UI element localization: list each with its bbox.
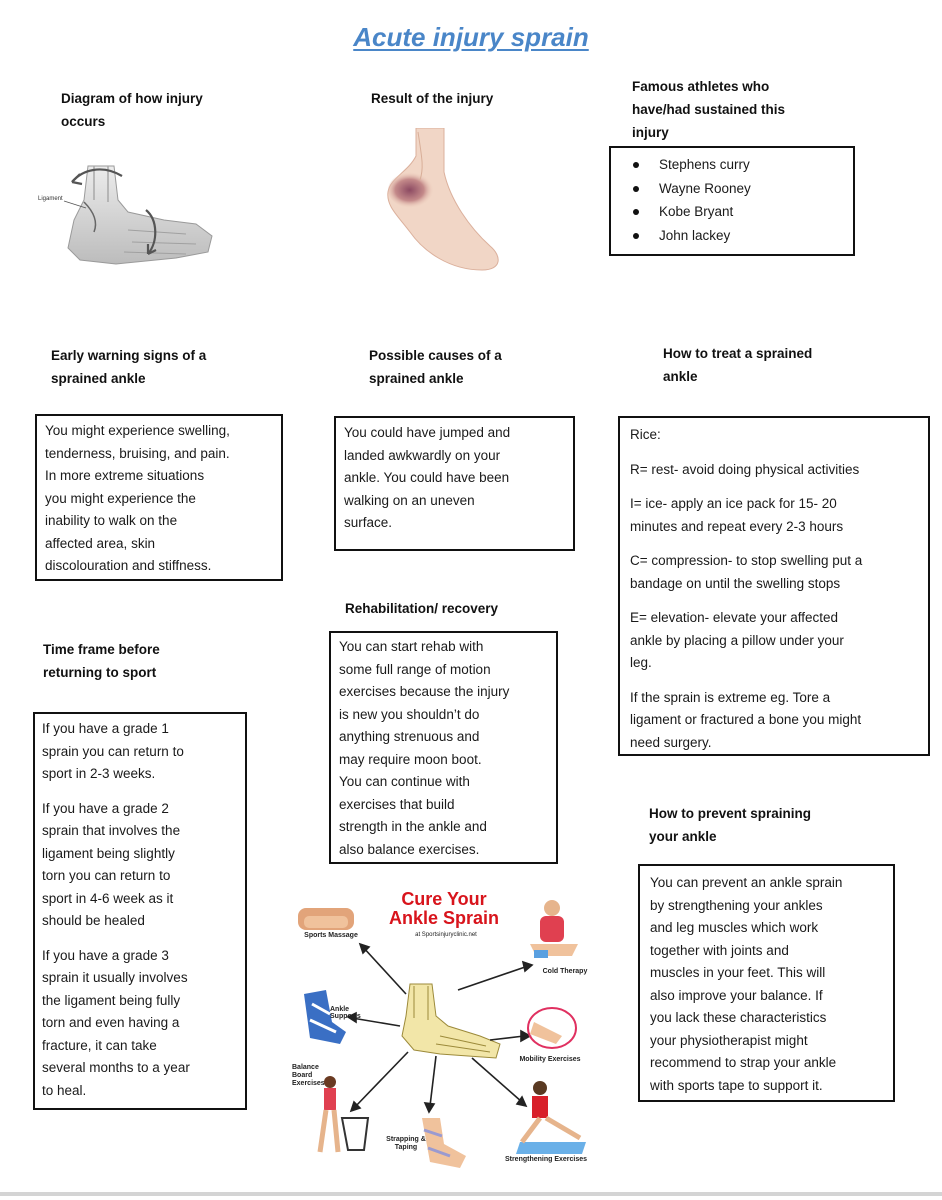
rehab-line: some full range of motion <box>339 661 491 677</box>
prevention-heading <box>649 802 869 848</box>
causes-line: landed awkwardly on your <box>344 447 501 463</box>
athletes-heading-line: injury <box>632 125 669 140</box>
treatment-paragraph: C= compression- to stop swelling put a bandage on until the swelling stops <box>630 553 863 591</box>
prevention-line: and leg muscles which work <box>650 920 819 935</box>
rehab-line: You can continue with <box>339 774 470 789</box>
prevention-heading-line: How to prevent spraining <box>649 806 812 821</box>
timeframe-heading <box>43 638 263 684</box>
infographic-source: at Sportsinjuryclinic.net <box>415 932 477 938</box>
rehab-heading: Rehabilitation/ recovery <box>345 601 499 616</box>
causes-line: You could have jumped and <box>344 425 511 440</box>
timeframe-box <box>33 712 247 1110</box>
rehab-line: exercises because the injury <box>339 684 510 699</box>
page-bottom-edge <box>0 1192 942 1196</box>
strengthening-exercises-label: Strengthening Exercises <box>504 1156 588 1163</box>
cold-therapy-icon <box>530 900 578 958</box>
athlete-item: Wayne Rooney <box>659 177 845 201</box>
rehab-line: anything strenuous and <box>339 729 480 744</box>
infographic-title-line: Cure Your <box>401 889 487 909</box>
page-title: Acute injury sprain <box>353 22 589 52</box>
treatment-heading-line: How to treat a sprained <box>663 346 813 361</box>
warning-line: affected area, skin <box>45 535 156 551</box>
rehab-line: exercises that build <box>339 796 455 812</box>
causes-line: walking on an uneven <box>344 492 475 508</box>
rehab-line: is new you shouldn’t do <box>339 706 480 722</box>
athletes-list-box <box>609 146 855 256</box>
prevention-line: together with joints and <box>650 942 789 958</box>
causes-box <box>334 416 575 551</box>
diagram-heading-line: occurs <box>61 114 106 129</box>
timeframe-paragraph: If you have a grade 3 sprain it usually involves the ligament being fully torn and even having a fracture, it can take several months to a year to heal. <box>42 947 190 1098</box>
mobility-exercises-label: Mobility Exercises <box>519 1056 581 1063</box>
rehab-line: may require moon boot. <box>339 751 482 767</box>
result-heading: Result of the injury <box>371 91 494 106</box>
treatment-heading-line: ankle <box>663 369 698 384</box>
balance-board-icon <box>320 1076 368 1152</box>
warning-heading-line: Early warning signs of a <box>51 348 207 363</box>
rehab-box <box>329 631 558 864</box>
balance-board-label: Balance Board Exercises <box>292 1064 325 1087</box>
athletes-heading <box>632 75 852 144</box>
diagram-heading <box>61 87 281 133</box>
treatment-paragraph: I= ice- apply an ice pack for 15- 20 minutes and repeat every 2-3 hours <box>630 496 844 534</box>
warning-signs-box <box>35 414 283 581</box>
warning-heading-line: sprained ankle <box>51 371 146 386</box>
prevention-line: your physiotherapist might <box>650 1032 808 1048</box>
prevention-heading-line: your ankle <box>649 829 717 844</box>
infographic-drawing <box>290 886 600 1174</box>
infographic-title-line: Ankle Sprain <box>388 908 500 928</box>
causes-heading <box>369 344 589 390</box>
timeframe-heading-line: returning to sport <box>43 665 157 680</box>
causes-line: surface. <box>344 515 393 530</box>
warning-line: In more extreme situations <box>45 468 205 483</box>
rehab-line: also balance exercises. <box>339 841 480 857</box>
cold-therapy-label: Cold Therapy <box>542 968 588 975</box>
warning-line: You might experience swelling, <box>45 423 230 438</box>
prevention-line: by strengthening your ankles <box>650 897 823 913</box>
prevention-line: also improve your balance. If <box>650 987 823 1003</box>
warning-line: inability to walk on the <box>45 513 178 528</box>
athlete-item: Stephens curry <box>659 153 845 177</box>
causes-heading-line: Possible causes of a <box>369 348 502 363</box>
prevention-line: recommend to strap your ankle <box>650 1055 837 1070</box>
prevention-line: with sports tape to support it. <box>650 1077 823 1093</box>
treatment-paragraph: E= elevation- elevate your affected ankle by placing a pillow under your leg. <box>630 610 844 670</box>
strapping-taping-label: Strapping & Taping <box>386 1136 426 1151</box>
foot-skeleton-icon <box>402 984 500 1058</box>
ankle-injury-diagram <box>36 160 216 272</box>
warning-signs-heading <box>51 344 291 390</box>
athletes-list <box>619 153 845 247</box>
cure-ankle-sprain-infographic <box>290 886 600 1174</box>
sprained-foot-image <box>378 128 508 273</box>
mobility-exercise-icon <box>528 1008 576 1048</box>
prevention-line: You can prevent an ankle sprain <box>650 875 843 890</box>
prevention-line: muscles in your feet. This will <box>650 965 826 980</box>
warning-line: tenderness, bruising, and pain. <box>45 445 230 461</box>
warning-line: you might experience the <box>45 490 196 506</box>
timeframe-heading-line: Time frame before <box>43 642 160 657</box>
diagram-heading-line: Diagram of how injury <box>61 91 203 106</box>
ligament-label: Ligament <box>38 196 63 202</box>
treatment-paragraph: If the sprain is extreme eg. Tore a ligament or fractured a bone you might need surgery. <box>630 689 862 750</box>
athletes-heading-line: Famous athletes who <box>632 79 770 94</box>
rehab-line: You can start rehab with <box>339 639 484 654</box>
athlete-item: John lackey <box>659 224 845 248</box>
prevention-line: you lack these characteristics <box>650 1010 827 1025</box>
treatment-heading <box>663 342 883 388</box>
warning-line: discolouration and stiffness. <box>45 558 212 573</box>
timeframe-paragraph: If you have a grade 2 sprain that involves the ligament being slightly torn you can return to sport in 4-6 week as it should be healed <box>42 800 181 928</box>
sports-massage-label: Sports Massage <box>304 932 358 939</box>
rehab-line: strength in the ankle and <box>339 819 487 834</box>
strapping-taping-icon <box>422 1118 466 1168</box>
ankle-supports-label: Ankle Supports <box>330 1006 361 1020</box>
strengthening-exercise-icon <box>516 1081 586 1154</box>
causes-heading-line: sprained ankle <box>369 371 464 386</box>
causes-line: ankle. You could have been <box>344 470 510 485</box>
sports-massage-icon <box>298 908 354 930</box>
treatment-box <box>618 416 930 756</box>
prevention-box <box>638 864 895 1102</box>
timeframe-paragraph: If you have a grade 1 sprain you can return to sport in 2-3 weeks. <box>42 721 184 781</box>
athletes-heading-line: have/had sustained this <box>632 102 786 117</box>
treatment-paragraph: Rice: <box>630 427 661 442</box>
treatment-paragraph: R= rest- avoid doing physical activities <box>630 461 860 477</box>
athlete-item: Kobe Bryant <box>659 200 845 224</box>
